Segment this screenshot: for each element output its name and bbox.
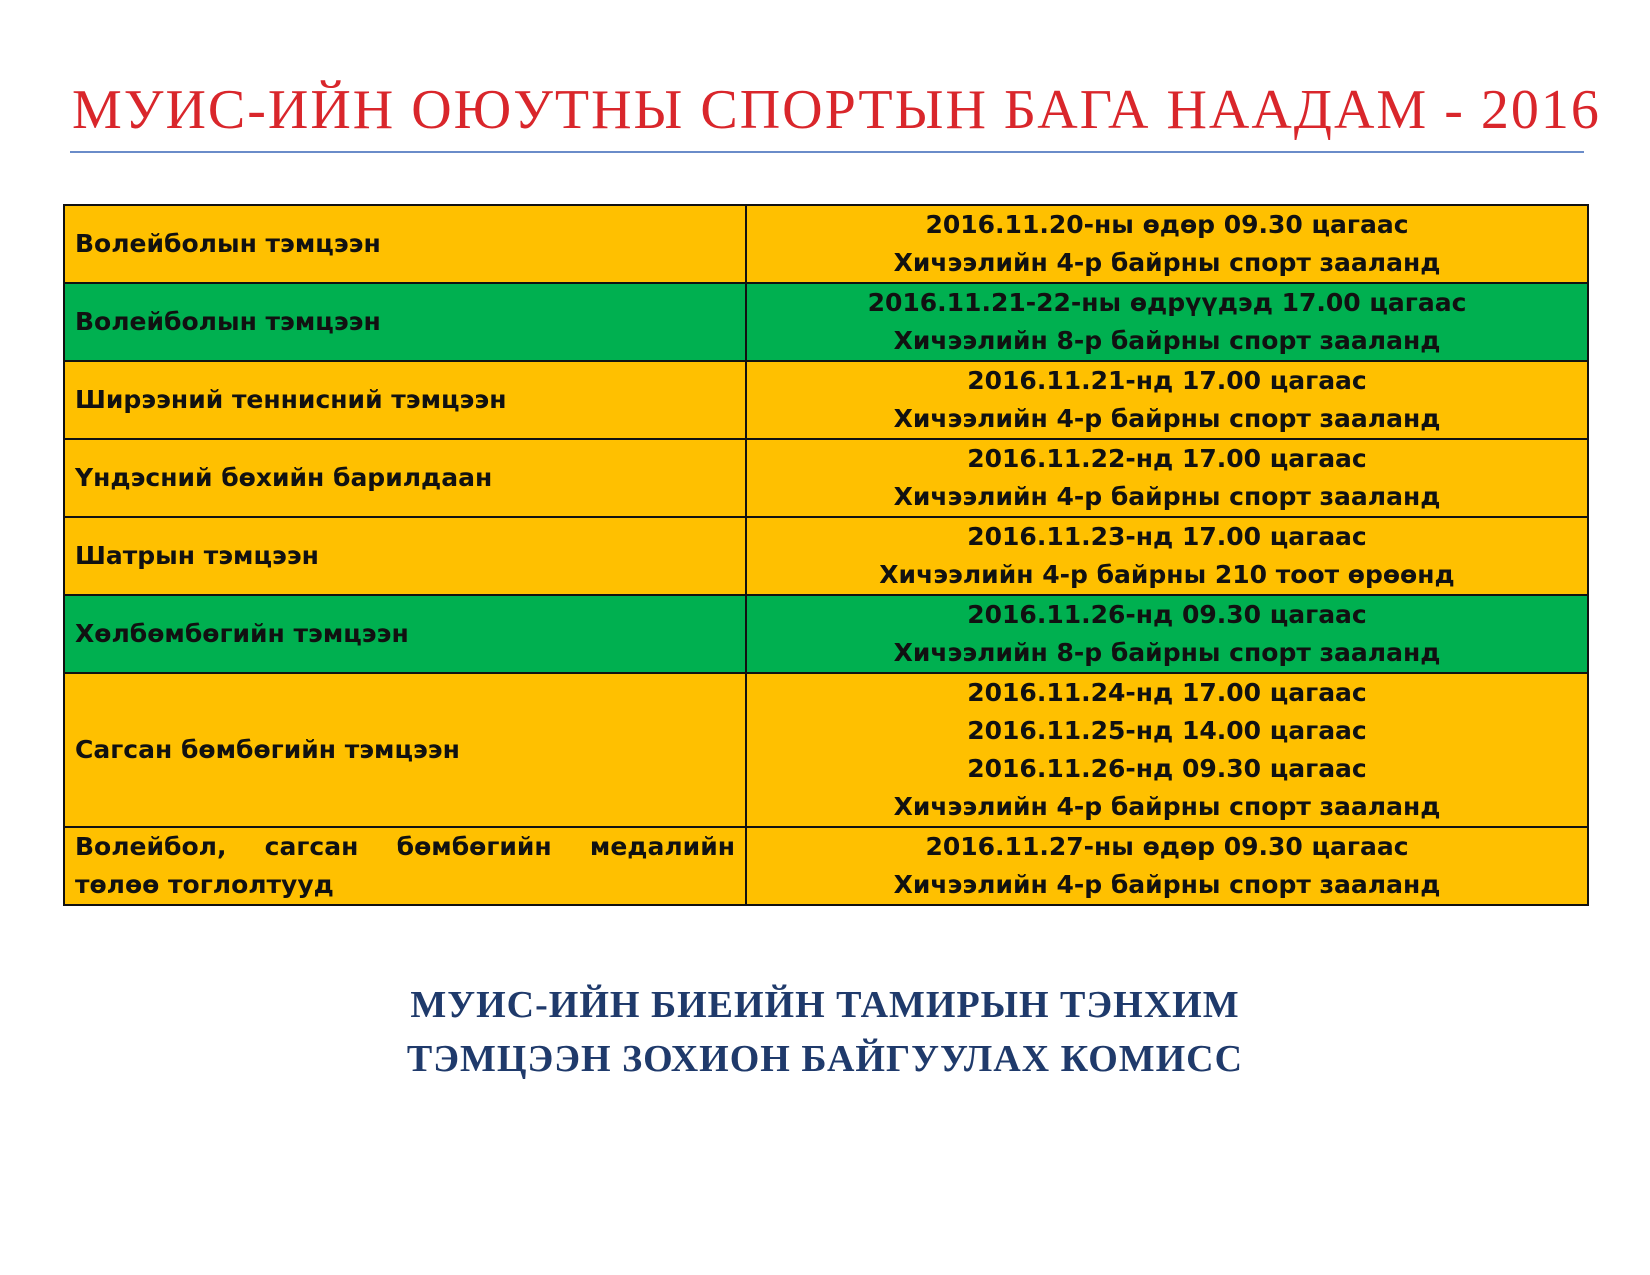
event-name: Волейболын тэмцээн bbox=[64, 205, 746, 283]
time-line: Хичээлийн 4-р байрны 210 тоот өрөөнд bbox=[879, 560, 1455, 589]
time-line: Хичээлийн 4-р байрны спорт зааланд bbox=[893, 792, 1441, 821]
page-title: МУИС-ИЙН ОЮУТНЫ СПОРТЫН БАГА НААДАМ - 2016 bbox=[72, 79, 1601, 141]
time-line: 2016.11.25-нд 14.00 цагаас bbox=[967, 716, 1367, 745]
time-line: 2016.11.24-нд 17.00 цагаас bbox=[967, 678, 1367, 707]
footer-department: МУИС-ИЙН БИЕИЙН ТАМИРЫН ТЭНХИМ bbox=[410, 984, 1240, 1026]
schedule-row bbox=[64, 673, 1588, 827]
event-name: Ширээний теннисний тэмцээн bbox=[64, 361, 746, 439]
event-time-location bbox=[746, 673, 1588, 827]
time-line: Хичээлийн 4-р байрны спорт зааланд bbox=[893, 404, 1441, 433]
schedule-body bbox=[64, 205, 1588, 905]
event-name: Сагсан бөмбөгийн тэмцээн bbox=[64, 673, 746, 827]
time-line: 2016.11.27-ны өдөр 09.30 цагаас bbox=[925, 832, 1409, 861]
time-line: 2016.11.26-нд 09.30 цагаас bbox=[967, 600, 1367, 629]
event-name: Шатрын тэмцээн bbox=[64, 517, 746, 595]
time-line: 2016.11.21-22-ны өдрүүдэд 17.00 цагаас bbox=[867, 288, 1467, 317]
schedule-table bbox=[63, 204, 1589, 906]
time-line: Хичээлийн 8-р байрны спорт зааланд bbox=[893, 326, 1441, 355]
time-line: Хичээлийн 4-р байрны спорт зааланд bbox=[893, 248, 1441, 277]
schedule-row bbox=[64, 827, 1588, 905]
event-name: Үндэсний бөхийн барилдаан bbox=[64, 439, 746, 517]
time-line: 2016.11.21-нд 17.00 цагаас bbox=[967, 366, 1367, 395]
event-time-location bbox=[746, 283, 1588, 361]
time-line: 2016.11.26-нд 09.30 цагаас bbox=[967, 754, 1367, 783]
event-time-location bbox=[746, 517, 1588, 595]
schedule-row bbox=[64, 361, 1588, 439]
event-time-location bbox=[746, 827, 1588, 905]
event-time-location bbox=[746, 205, 1588, 283]
event-name: Волейболын тэмцээн bbox=[64, 283, 746, 361]
event-time-location bbox=[746, 361, 1588, 439]
event-name: Хөлбөмбөгийн тэмцээн bbox=[64, 595, 746, 673]
time-line: 2016.11.23-нд 17.00 цагаас bbox=[967, 522, 1367, 551]
schedule-row bbox=[64, 595, 1588, 673]
event-time-location bbox=[746, 439, 1588, 517]
time-line: Хичээлийн 4-р байрны спорт зааланд bbox=[893, 870, 1441, 899]
schedule-row bbox=[64, 205, 1588, 283]
event-time-location bbox=[746, 595, 1588, 673]
organizer-footer bbox=[0, 978, 1650, 1086]
time-line: Хичээлийн 4-р байрны спорт зааланд bbox=[893, 482, 1441, 511]
title-divider bbox=[70, 151, 1584, 153]
event-name: Волейбол, сагсан бөмбөгийн медалийн төлөө тоглолтууд bbox=[64, 827, 746, 905]
footer-committee: ТЭМЦЭЭН ЗОХИОН БАЙГУУЛАХ КОМИСС bbox=[406, 1038, 1244, 1080]
schedule-row bbox=[64, 283, 1588, 361]
time-line: 2016.11.20-ны өдөр 09.30 цагаас bbox=[925, 210, 1409, 239]
time-line: Хичээлийн 8-р байрны спорт зааланд bbox=[893, 638, 1441, 667]
schedule-row bbox=[64, 517, 1588, 595]
time-line: 2016.11.22-нд 17.00 цагаас bbox=[967, 444, 1367, 473]
schedule-row bbox=[64, 439, 1588, 517]
